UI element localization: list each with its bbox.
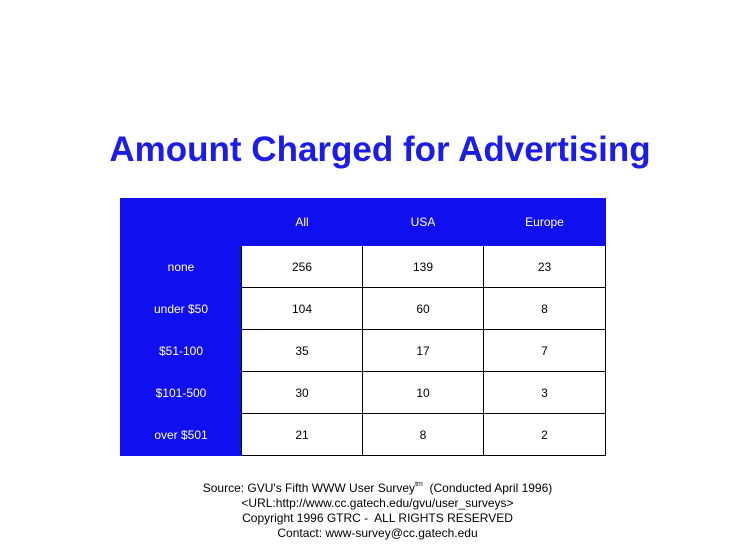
source-line xyxy=(0,477,729,496)
source-text: Source: GVU's Fifth WWW User Survey xyxy=(202,481,416,495)
contact-line: Contact: www-survey@cc.gatech.edu xyxy=(277,526,478,540)
table-cell: 3 xyxy=(484,372,606,414)
table-row xyxy=(121,372,606,414)
table-cell: 104 xyxy=(242,288,363,330)
table-row xyxy=(121,414,606,456)
table-cell: 17 xyxy=(363,330,484,372)
column-header-usa: USA xyxy=(363,199,484,246)
table-cell: 35 xyxy=(242,330,363,372)
table-cell: 8 xyxy=(363,414,484,456)
table-cell: 10 xyxy=(363,372,484,414)
row-label: over $501 xyxy=(121,414,242,456)
table-cell: 7 xyxy=(484,330,606,372)
chart-title: Amount Charged for Advertising xyxy=(109,130,651,169)
row-label: none xyxy=(121,246,242,288)
survey-url: <URL:http://www.cc.gatech.edu/gvu/user_surveys> xyxy=(241,496,514,510)
data-table xyxy=(120,198,606,456)
survey-date: (Conducted April 1996) xyxy=(422,481,553,495)
column-header-all: All xyxy=(242,199,363,246)
table-row xyxy=(121,246,606,288)
table-cell: 2 xyxy=(484,414,606,456)
table-cell: 60 xyxy=(363,288,484,330)
trademark-mark: tm xyxy=(415,481,423,488)
table-cell: 23 xyxy=(484,246,606,288)
row-label: under $50 xyxy=(121,288,242,330)
table-row xyxy=(121,288,606,330)
table-cell: 256 xyxy=(242,246,363,288)
table-cell: 8 xyxy=(484,288,606,330)
table-cell: 139 xyxy=(363,246,484,288)
row-label: $51-100 xyxy=(121,330,242,372)
corner-cell xyxy=(121,199,242,246)
copyright-line: Copyright 1996 GTRC - ALL RIGHTS RESERVED xyxy=(242,511,513,525)
column-header-europe: Europe xyxy=(484,199,606,246)
table-cell: 21 xyxy=(242,414,363,456)
footer xyxy=(0,477,729,541)
table-header-row xyxy=(121,199,606,246)
table-cell: 30 xyxy=(242,372,363,414)
table-row xyxy=(121,330,606,372)
row-label: $101-500 xyxy=(121,372,242,414)
